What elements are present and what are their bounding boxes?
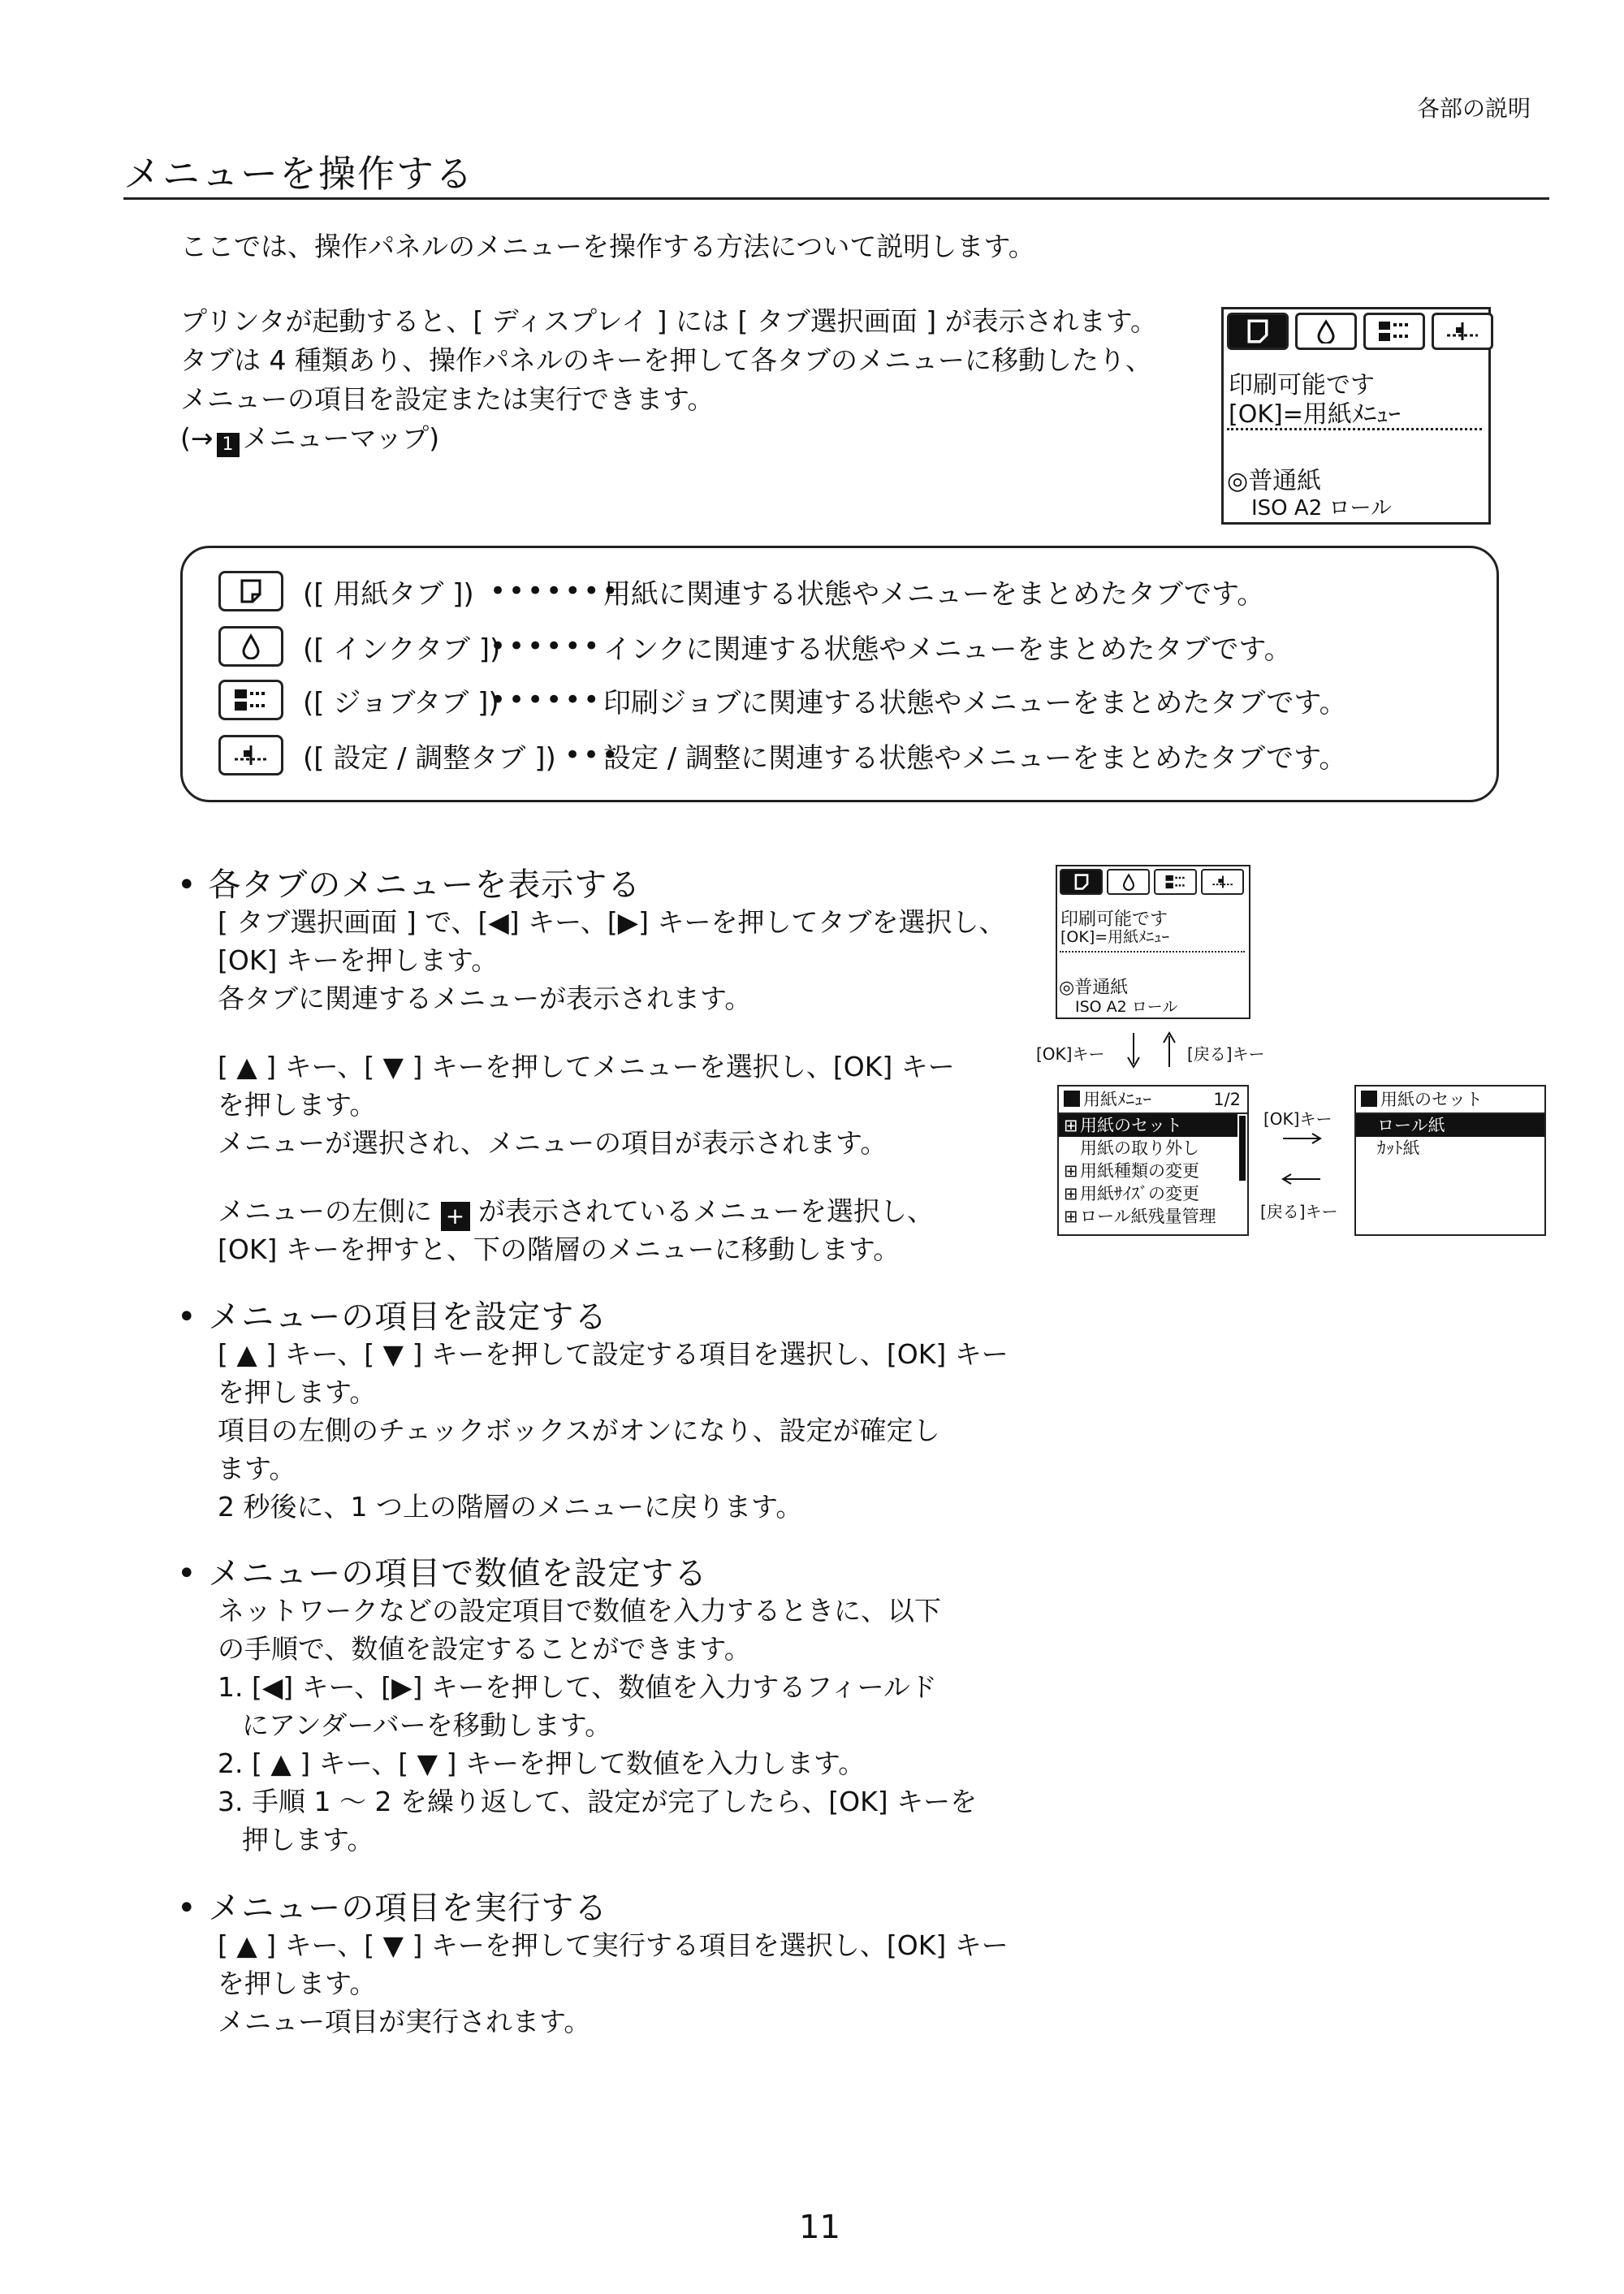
up-arrow-icon: [1160, 1031, 1179, 1069]
ref-link-text[interactable]: メニューマップ): [242, 422, 440, 454]
section-text: を押します。: [218, 1376, 377, 1408]
menu-item[interactable]: [1356, 1114, 1544, 1137]
expand-plus-icon: ⊞: [1064, 1161, 1078, 1181]
legend-dots: •••••••: [490, 575, 621, 607]
scrollbar[interactable]: [1239, 1116, 1246, 1181]
display-status: 印刷可能です: [1229, 371, 1375, 400]
menu-item-label: ロール紙: [1377, 1116, 1445, 1135]
legend-tab-name: ([ インクタブ ]): [303, 633, 501, 666]
menu-item[interactable]: [1059, 1160, 1237, 1182]
step-text: 押します。: [242, 1824, 374, 1856]
display-ok-hint: [OK]=用紙ﾒﾆｭｰ: [1229, 400, 1401, 429]
para2-line-1: プリンタが起動すると、[ ディスプレイ ] には [ タブ選択画面 ] が表示されます。: [180, 305, 1158, 337]
section-text: [218, 1192, 934, 1231]
section-text: 各タブに関連するメニューが表示されます。: [218, 983, 752, 1014]
paper-tab-icon: [1060, 869, 1103, 895]
back-key-label: [戻る]キー: [1260, 1202, 1338, 1221]
small-tab-bar: [1060, 869, 1244, 895]
menu-item[interactable]: [1059, 1137, 1237, 1160]
paper-menu-title-text: 用紙ﾒﾆｭｰ: [1083, 1090, 1151, 1109]
para2-line-3: メニューの項目を設定または実行できます。: [180, 383, 715, 415]
section-text: [OK] キーを押すと、下の階層のメニューに移動します。: [218, 1233, 901, 1265]
menu-item[interactable]: [1356, 1137, 1544, 1160]
plus-icon: +: [441, 1202, 470, 1231]
paper-menu-title: [1059, 1087, 1247, 1114]
legend-dots: •••: [564, 739, 621, 771]
chapter-1-icon: 1: [217, 433, 240, 457]
display-tab-bar: [1227, 313, 1493, 350]
step-text: 2. [ ▲ ] キー、[ ▼ ] キーを押して数値を入力します。: [218, 1748, 866, 1779]
small-tab-display: [1056, 865, 1250, 1019]
ink-tab-icon: [218, 626, 283, 667]
legend-tab-name: ([ 設定 / 調整タブ ]): [303, 741, 556, 775]
section-text: を押します。: [218, 1968, 377, 1999]
back-key-label: [戻る]キー: [1187, 1044, 1265, 1064]
section-heading: • 各タブのメニューを表示する: [177, 866, 641, 904]
legend-desc: 印刷ジョブに関連する状態やメニューをまとめたタブです。: [603, 686, 1347, 719]
tab-selection-display: [1221, 307, 1491, 525]
settings-tab-icon: [1432, 313, 1493, 350]
paper-tab-icon: [218, 571, 283, 611]
menu-item[interactable]: [1059, 1205, 1237, 1228]
menu-item[interactable]: [1059, 1182, 1237, 1205]
tab-legend-box: [180, 546, 1499, 802]
target-icon: ◎: [1227, 467, 1249, 495]
section-text: 項目の左側のチェックボックスがオンになり、設定が確定し: [218, 1415, 940, 1446]
paper-set-menu-panel: [1354, 1085, 1546, 1236]
paper-set-menu-title-text: 用紙のセット: [1380, 1090, 1483, 1109]
expand-plus-icon: ⊞: [1064, 1207, 1078, 1226]
section-header: 各部の説明: [1417, 95, 1531, 122]
menu-item-label: ロール紙残量管理: [1080, 1207, 1216, 1226]
page-number: 11: [799, 2209, 840, 2246]
legend-desc: 設定 / 調整に関連する状態やメニューをまとめたタブです。: [603, 741, 1347, 775]
section-heading: • メニューの項目を設定する: [177, 1298, 608, 1336]
menu-item-label: 用紙のセット: [1080, 1116, 1182, 1135]
paper-set-menu-items: [1356, 1114, 1544, 1160]
section-heading: • メニューの項目で数値を設定する: [177, 1555, 708, 1592]
menu-item-label: 用紙ｻｲｽﾞの変更: [1080, 1184, 1199, 1203]
down-arrow-icon: [1124, 1031, 1143, 1069]
section-text: [ ▲ ] キー、[ ▼ ] キーを押して実行する項目を選択し、[OK] キー: [218, 1929, 1009, 1961]
settings-tab-icon: [218, 735, 283, 775]
small-display-paper-size: ISO A2 ロール: [1075, 998, 1178, 1016]
ink-tab-icon: [1107, 869, 1150, 895]
small-display-paper-type: 普通紙: [1074, 978, 1129, 998]
small-display-status: 印刷可能です: [1060, 909, 1168, 930]
section-heading: • メニューの項目を実行する: [177, 1890, 608, 1927]
legend-row-paper: [218, 568, 1264, 615]
small-display-ok-hint: [OK]=用紙ﾒﾆｭｰ: [1060, 928, 1170, 946]
paper-menu-icon: [1064, 1091, 1080, 1107]
expand-plus-icon: ⊞: [1064, 1116, 1078, 1135]
intro-text: ここでは、操作パネルのメニューを操作する方法について説明します。: [180, 231, 1035, 262]
display-paper-type: 普通紙: [1248, 467, 1322, 495]
job-tab-icon: [1154, 869, 1197, 895]
paper-tab-icon: [1227, 313, 1289, 350]
ok-key-label: [OK]キー: [1263, 1109, 1332, 1129]
menu-map-reference[interactable]: [180, 419, 439, 458]
display-paper-size: ISO A2 ロール: [1251, 496, 1392, 521]
job-tab-icon: [1363, 313, 1425, 350]
small-display-separator: [1060, 951, 1245, 953]
ink-tab-icon: [1295, 313, 1357, 350]
section-text: メニューが選択され、メニューの項目が表示されます。: [218, 1127, 888, 1159]
legend-tab-name: ([ ジョブタブ ]): [303, 686, 499, 719]
paper-menu-items: [1059, 1114, 1237, 1228]
settings-tab-icon: [1201, 869, 1244, 895]
legend-dots: ••••••: [490, 630, 603, 663]
section-text: [ タブ選択画面 ] で、[◀] キー、[▶] キーを押してタブを選択し、: [218, 906, 1006, 938]
title-divider: [123, 197, 1549, 200]
legend-tab-name: ([ 用紙タブ ]): [303, 577, 474, 611]
section-text: [ ▲ ] キー、[ ▼ ] キーを押して設定する項目を選択し、[OK] キー: [218, 1338, 1009, 1370]
legend-desc: 用紙に関連する状態やメニューをまとめたタブです。: [603, 577, 1265, 611]
left-arrow-icon: [1281, 1171, 1322, 1187]
section-text: の手順で、数値を設定することができます。: [218, 1633, 751, 1665]
legend-desc: インクに関連する状態やメニューをまとめたタブです。: [603, 633, 1292, 666]
step-text: 3. 手順 1 〜 2 を繰り返して、設定が完了したら、[OK] キーを: [218, 1786, 978, 1817]
target-icon: ◎: [1059, 978, 1075, 998]
section-text: [ ▲ ] キー、[ ▼ ] キーを押してメニューを選択し、[OK] キー: [218, 1051, 955, 1082]
section-text: メニュー項目が実行されます。: [218, 2006, 591, 2037]
menu-item[interactable]: [1059, 1114, 1237, 1137]
step-text: 1. [◀] キー、[▶] キーを押して、数値を入力するフィールド: [218, 1671, 937, 1703]
menu-item-label: ｶｯﾄ紙: [1377, 1138, 1420, 1158]
legend-row-job: [218, 676, 1347, 724]
right-arrow-icon: [1281, 1130, 1322, 1147]
paper-menu-icon: [1361, 1091, 1377, 1107]
ok-key-label: [OK]キー: [1036, 1044, 1105, 1064]
page-title: メニューを操作する: [123, 152, 474, 196]
paper-menu-panel: [1057, 1085, 1249, 1236]
ref-prefix: (→: [180, 422, 214, 454]
paper-menu-page: 1/2: [1213, 1090, 1241, 1109]
display-separator: [1227, 428, 1482, 430]
step-text: にアンダーバーを移動します。: [242, 1709, 612, 1741]
section-text: を押します。: [218, 1089, 377, 1121]
section-text: ます。: [218, 1453, 296, 1484]
job-tab-icon: [218, 680, 283, 720]
section-text-part: が表示されているメニューを選択し、: [478, 1195, 934, 1227]
expand-plus-icon: ⊞: [1064, 1184, 1078, 1203]
legend-row-settings: [218, 732, 1346, 779]
section-text: 2 秒後に、1 つ上の階層のメニューに戻ります。: [218, 1491, 803, 1523]
section-text: ネットワークなどの設定項目で数値を入力するときに、以下: [218, 1595, 941, 1627]
section-text: [OK] キーを押します。: [218, 944, 499, 976]
legend-dots: ••••••: [490, 684, 603, 716]
para2-line-2: タブは 4 種類あり、操作パネルのキーを押して各タブのメニューに移動したり、: [180, 344, 1152, 376]
legend-row-ink: [218, 623, 1292, 670]
menu-item-label: 用紙種類の変更: [1080, 1161, 1199, 1181]
paper-set-menu-title: [1356, 1087, 1544, 1114]
menu-item-label: 用紙の取り外し: [1080, 1138, 1199, 1158]
section-text-part: メニューの左側に: [218, 1195, 432, 1227]
